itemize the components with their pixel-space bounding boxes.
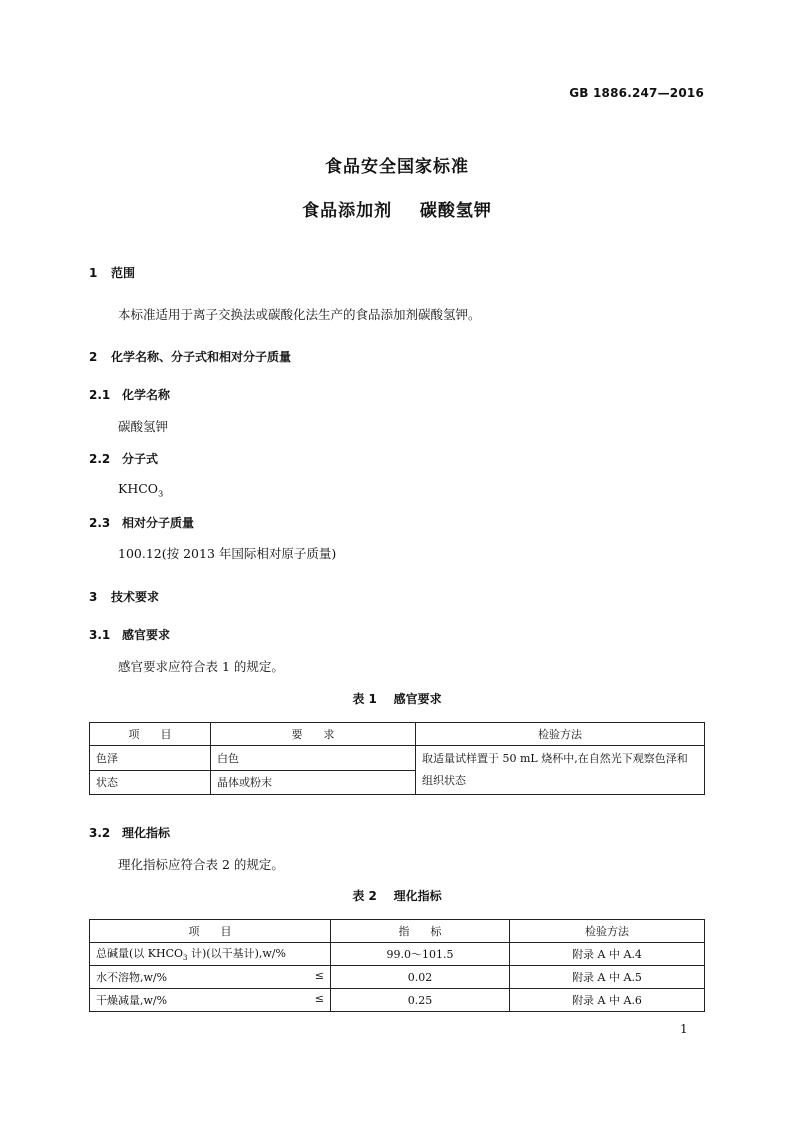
table-cell-value: 0.25 <box>331 989 510 1012</box>
table-cell-item: 状态 <box>90 770 211 795</box>
doc-title-line2: 食品添加剂 碳酸氢钾 <box>302 201 492 221</box>
section-number: 3 <box>89 590 98 604</box>
table-row <box>90 943 705 966</box>
item-subscript: 3 <box>183 954 188 963</box>
table-row <box>90 746 705 771</box>
physicochemical-indices-table <box>89 919 705 1012</box>
section-title: 相对分子质量 <box>122 516 195 530</box>
table-2-caption: 表 2 理化指标 <box>352 889 442 903</box>
section-title: 分子式 <box>122 452 159 466</box>
table-cell-method: 附录 A 中 A.5 <box>510 966 705 989</box>
section-2-3-heading <box>89 514 194 531</box>
table-cell-value: 99.0～101.5 <box>331 943 510 966</box>
section-1-heading <box>89 264 135 281</box>
table-header-cell: 要 求 <box>211 723 416 746</box>
le-symbol: ≤ <box>314 969 324 982</box>
item-text: 计)(以干基计),w/% <box>187 947 286 961</box>
section-title: 化学名称、分子式和相对分子质量 <box>111 350 292 364</box>
section-title: 范围 <box>111 266 136 280</box>
table-cell-method: 取适量试样置于 50 mL 烧杯中,在自然光下观察色泽和组织状态 <box>416 746 705 795</box>
table-row <box>90 966 705 989</box>
table-cell-requirement: 晶体或粉末 <box>211 770 416 795</box>
table-cell-value: 0.02 <box>331 966 510 989</box>
table-header-cell: 指 标 <box>331 920 510 943</box>
table-header-cell: 项 目 <box>90 723 211 746</box>
section-2-heading <box>89 348 291 365</box>
section-3-1-text: 感官要求应符合表 1 的规定。 <box>118 659 284 674</box>
chemical-name: 碳酸氢钾 <box>118 419 169 434</box>
section-number: 2.3 <box>89 516 111 530</box>
section-title: 化学名称 <box>122 388 171 402</box>
table-cell-method: 附录 A 中 A.4 <box>510 943 705 966</box>
table-header-cell: 检验方法 <box>510 920 705 943</box>
section-number: 3.2 <box>89 826 111 840</box>
section-3-2-heading <box>89 824 170 841</box>
section-3-1-heading <box>89 626 170 643</box>
section-number: 2.1 <box>89 388 111 402</box>
section-title: 感官要求 <box>122 628 171 642</box>
table-header-cell: 项 目 <box>90 920 331 943</box>
sensory-requirements-table <box>89 722 705 795</box>
table-cell-item <box>90 943 331 966</box>
table-cell-item: 色泽 <box>90 746 211 771</box>
item-text: 干燥减量,w/% <box>96 994 168 1007</box>
section-2-1-heading <box>89 386 170 403</box>
section-number: 1 <box>89 266 98 280</box>
table-header-row <box>90 920 705 943</box>
section-number: 3.1 <box>89 628 111 642</box>
table-row <box>90 989 705 1012</box>
section-1-text: 本标准适用于离子交换法或碳酸化法生产的食品添加剂碳酸氢钾。 <box>118 307 481 322</box>
standard-code: GB 1886.247—2016 <box>569 86 704 100</box>
molecular-formula <box>118 481 163 499</box>
section-title: 理化指标 <box>122 826 171 840</box>
table-header-cell: 检验方法 <box>416 723 705 746</box>
le-symbol: ≤ <box>314 992 324 1005</box>
section-number: 2.2 <box>89 452 111 466</box>
formula-text: KHCO <box>118 481 159 496</box>
table-1-caption: 表 1 感官要求 <box>352 692 442 706</box>
section-2-2-heading <box>89 450 158 467</box>
section-number: 2 <box>89 350 98 364</box>
item-text: 水不溶物,w/% <box>96 971 168 984</box>
doc-title-line1: 食品安全国家标准 <box>325 157 469 177</box>
table-header-row <box>90 723 705 746</box>
table-cell-item <box>90 966 331 989</box>
table-cell-item <box>90 989 331 1012</box>
section-title: 技术要求 <box>111 590 160 604</box>
formula-subscript: 3 <box>158 489 164 499</box>
section-3-2-text: 理化指标应符合表 2 的规定。 <box>118 857 284 872</box>
section-3-heading <box>89 588 159 605</box>
page-number: 1 <box>680 1022 688 1036</box>
table-cell-requirement: 白色 <box>211 746 416 771</box>
molecular-mass: 100.12(按 2013 年国际相对原子质量) <box>118 546 337 561</box>
item-text: 总碱量(以 KHCO <box>96 947 184 961</box>
table-cell-method: 附录 A 中 A.6 <box>510 989 705 1012</box>
